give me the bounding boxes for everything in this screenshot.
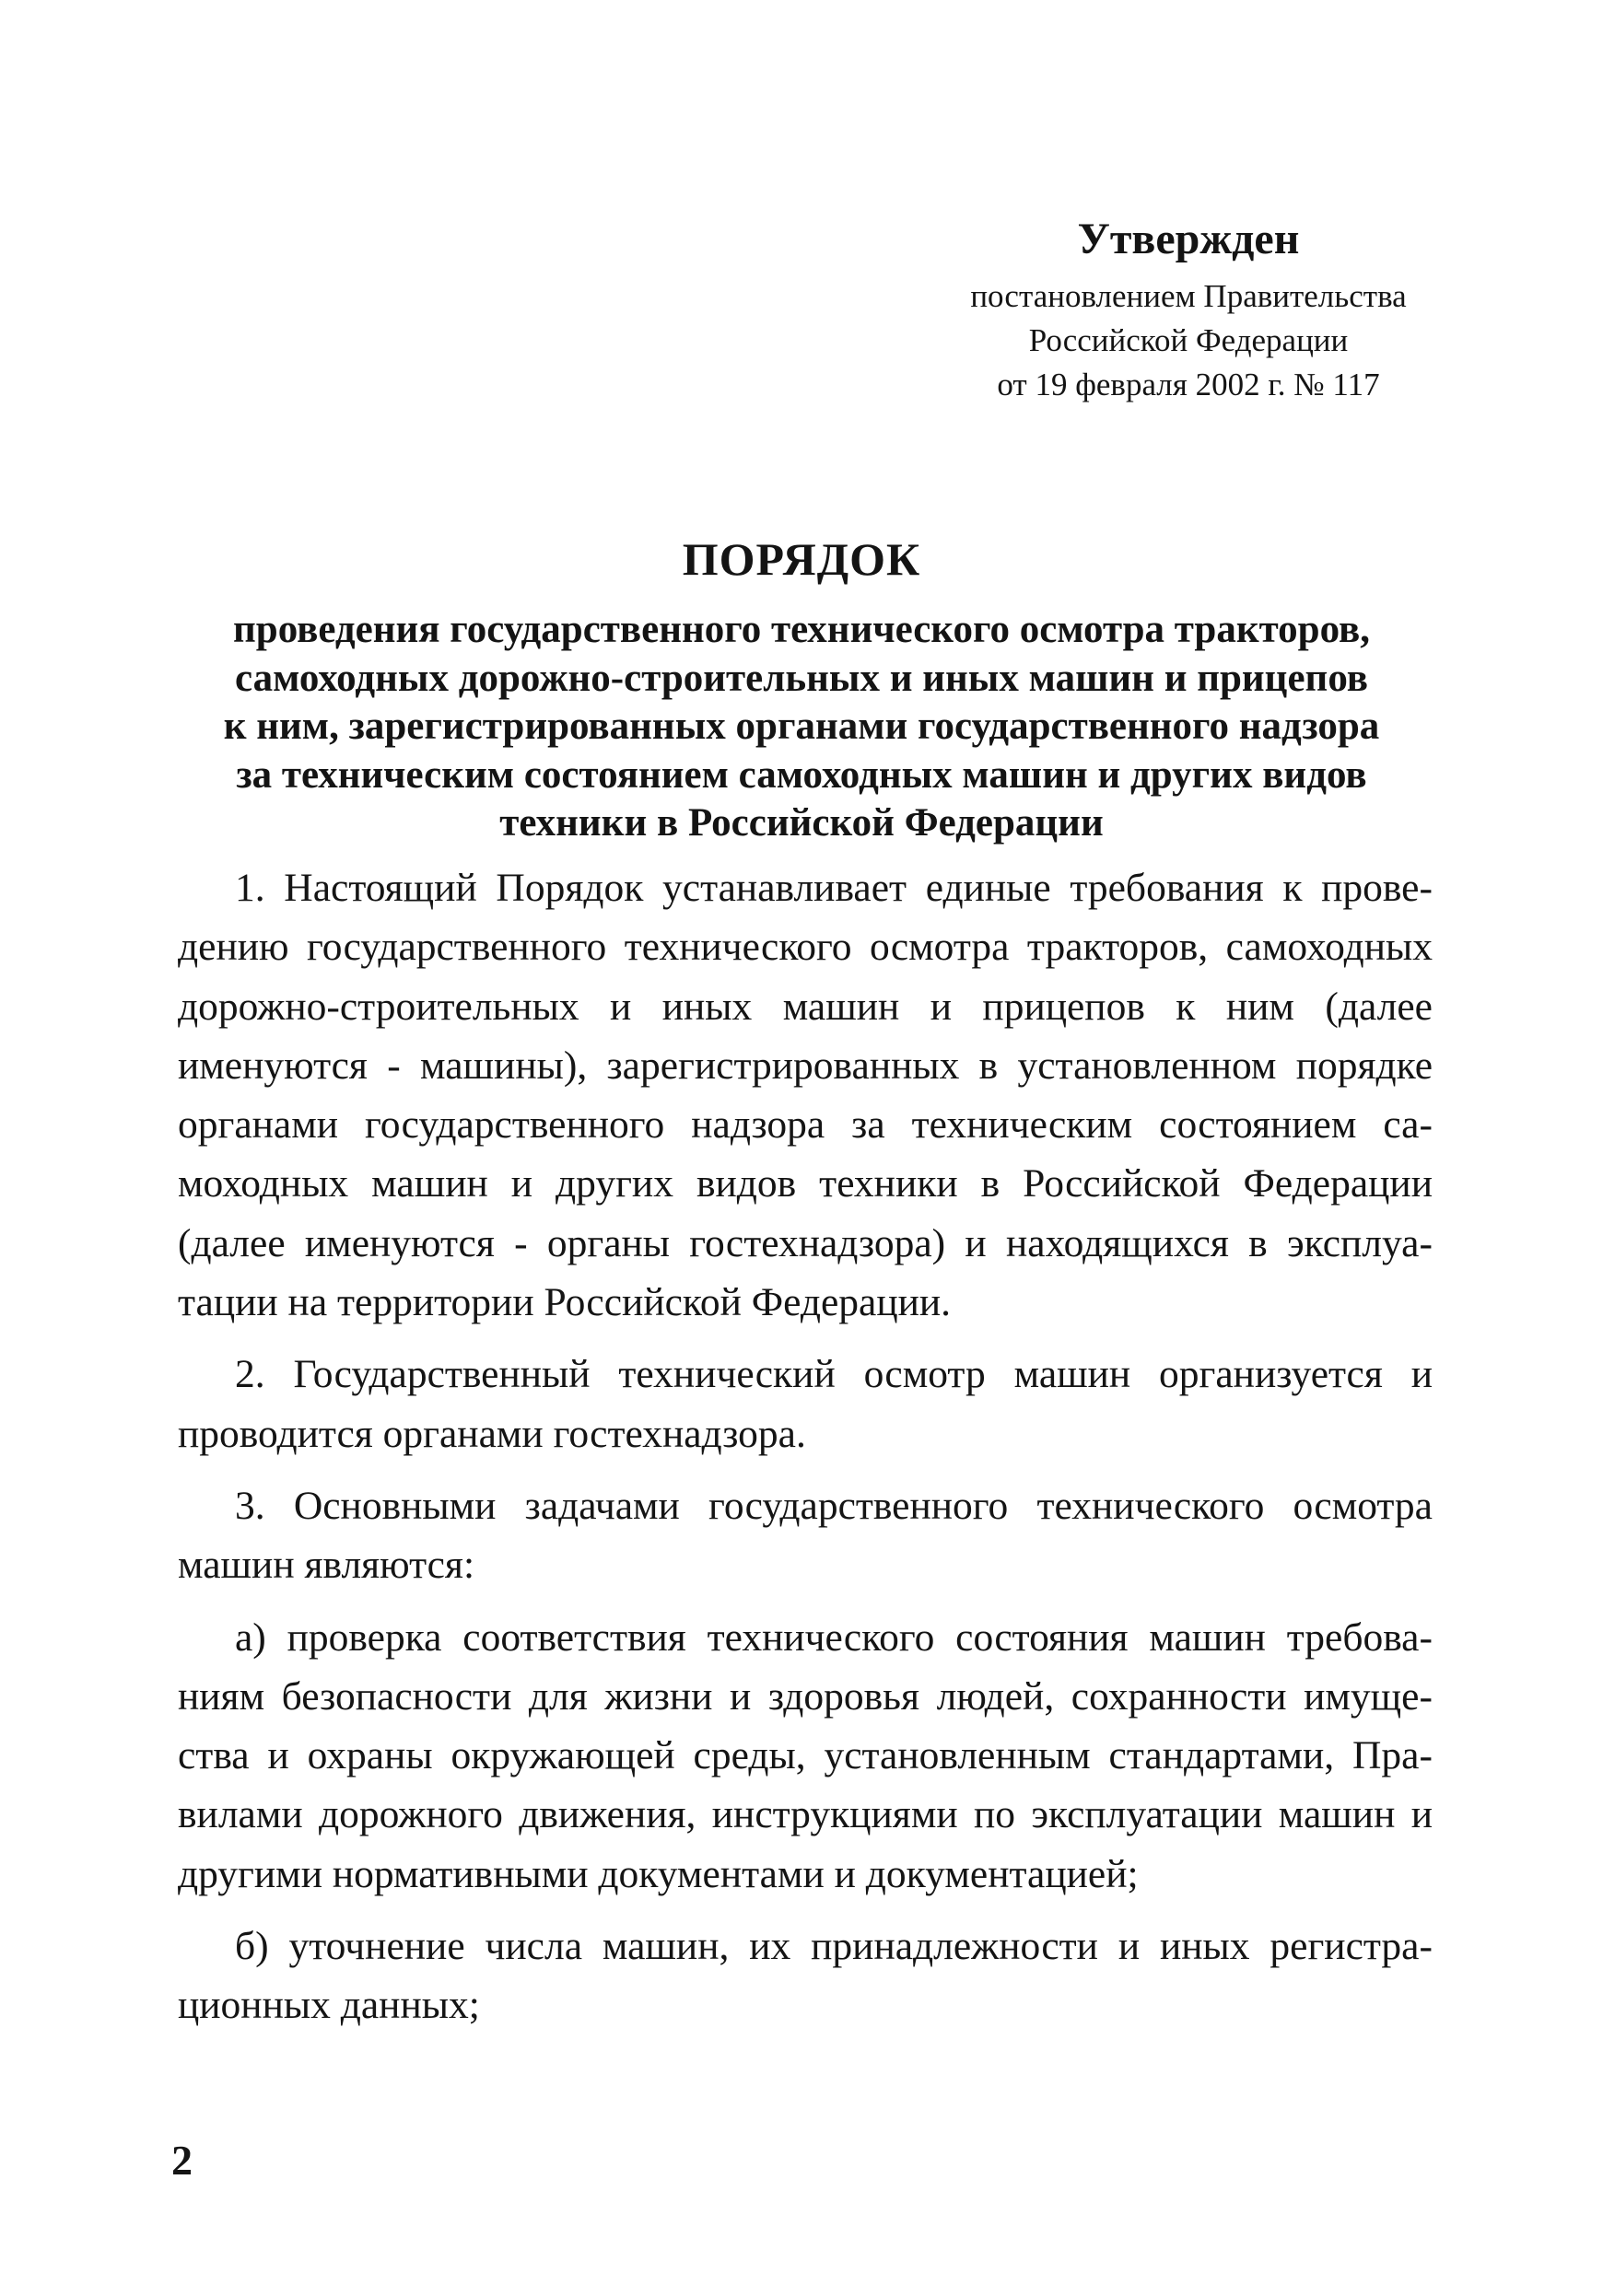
subtitle-line-1: проведения государственного технического осмотра тракторов, (233, 608, 1370, 651)
paragraph-3a: а) проверка соответствия технического состояния машин требованиям безопасности для жизни и здоровья людей, сохранности имущества и охраны окружающей среды, установленным стандартами, Правилами дорожного движения, инструкциями по эксплуатации машин и другими нормативными документами и документацией; (178, 1614, 1433, 1896)
paragraph-3b: б) уточнение числа машин, их принадлежности и иных регистрационных данных; (178, 1924, 1433, 2028)
page-number: 2 (171, 2137, 193, 2184)
approval-line-2: Российской Федерации (1028, 322, 1349, 358)
paragraph-3: 3. Основными задачами государственного технического осмотра машин являются: (178, 1483, 1433, 1588)
approval-title: Утвержден (1077, 215, 1300, 263)
document-subtitle (184, 606, 1419, 848)
approval-line-3: от 19 февраля 2002 г. № 117 (997, 367, 1380, 402)
subtitle-line-4: за техническим состоянием самоходных машин и других видов (236, 752, 1367, 797)
document-title: ПОРЯДОК (682, 533, 921, 585)
paragraph-2: 2. Государственный технический осмотр машин организуется и проводится органами гостехнадзора. (178, 1352, 1433, 1456)
approval-line-1: постановлением Правительства (970, 278, 1407, 314)
subtitle-line-5: техники в Российской Федерации (499, 801, 1104, 845)
approval-block (940, 212, 1437, 407)
document-body (178, 858, 1433, 2048)
paragraph-1: 1. Настоящий Порядок устанавливает единые требования к проведению государственного технического осмотра тракторов, самоходных дорожно-строительных и иных машин и прицепов к ним (далее именуются - машины), зарегистрированных в установленном порядке органами государственного надзора за техническим состоянием самоходных машин и других видов техники в Российской Федерации (далее именуются - органы гостехнадзора) и находящихся в эксплуатации на территории Российской Федерации. (178, 866, 1433, 1325)
subtitle-line-2: самоходных дорожно-строительных и иных машин и прицепов (235, 656, 1368, 700)
subtitle-line-3: к ним, зарегистрированных органами государственного надзора (223, 705, 1380, 748)
